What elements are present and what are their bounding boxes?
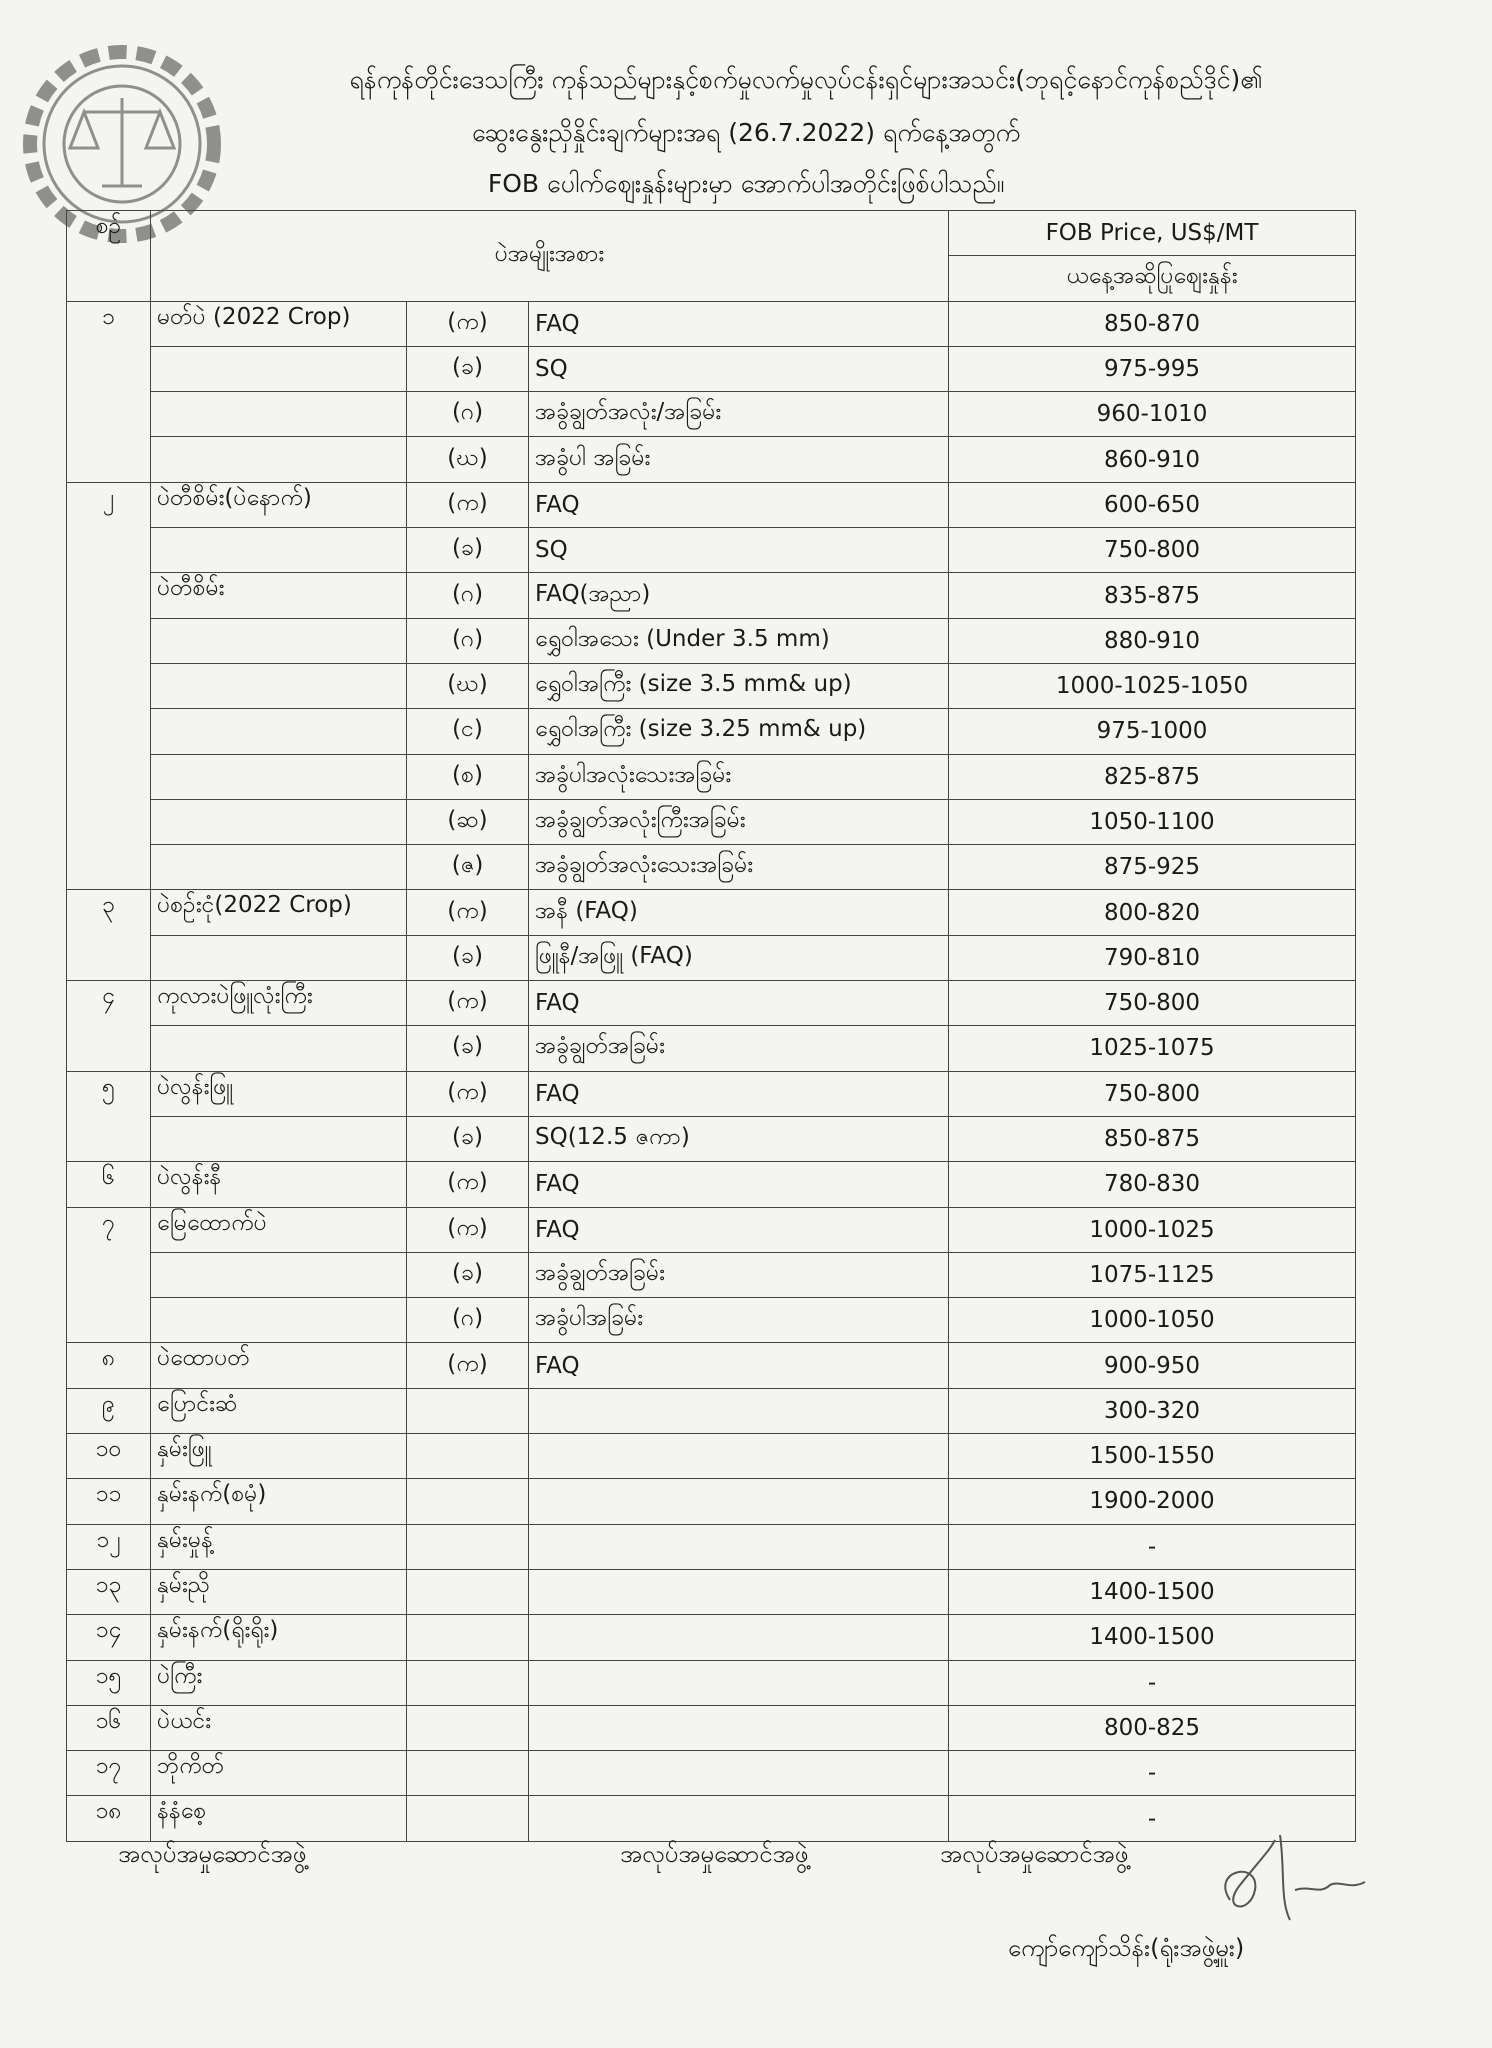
table-row — [67, 1298, 1356, 1343]
price-range: 1400-1500 — [949, 1615, 1356, 1660]
item-name: နှမ်းဖြူ — [151, 1434, 407, 1479]
price-range: 750-800 — [949, 981, 1356, 1026]
row-number: ၁၂ — [67, 1524, 151, 1569]
price-range: 790-810 — [949, 935, 1356, 980]
price-range: 875-925 — [949, 845, 1356, 890]
table-row — [67, 618, 1356, 663]
item-name — [151, 346, 407, 391]
sub-label: (ဂ) — [407, 618, 529, 663]
table-row — [67, 301, 1356, 346]
row-number: ၈ — [67, 1343, 151, 1388]
grade-name: အခွံပါအခြမ်း — [529, 1298, 949, 1343]
table-row — [67, 1207, 1356, 1252]
grade-name: SQ(12.5 ဇကာ) — [529, 1116, 949, 1161]
price-range: 850-875 — [949, 1116, 1356, 1161]
row-number: ၁ — [67, 301, 151, 482]
table-row — [67, 392, 1356, 437]
grade-name: SQ — [529, 528, 949, 573]
item-name — [151, 799, 407, 844]
fob-price-table — [66, 210, 1356, 1842]
price-range: - — [949, 1524, 1356, 1569]
grade-name: FAQ — [529, 1343, 949, 1388]
table-row — [67, 1162, 1356, 1207]
table-row — [67, 528, 1356, 573]
item-name — [151, 1026, 407, 1071]
item-name: ပဲထောပတ် — [151, 1343, 407, 1388]
price-range: 1075-1125 — [949, 1252, 1356, 1297]
header-line-date: ဆွေးနွေးညှိနှိုင်းချက်များအရ (26.7.2022) ရက်နေ့အတွက် — [471, 118, 1021, 147]
table-row — [67, 1569, 1356, 1614]
column-header-price: FOB Price, US$/MT — [949, 211, 1356, 256]
grade-name — [529, 1524, 949, 1569]
sub-label — [407, 1751, 529, 1796]
grade-name — [529, 1569, 949, 1614]
sub-label: (ဆ) — [407, 799, 529, 844]
sub-label: (က) — [407, 1071, 529, 1116]
sub-label: (ဃ) — [407, 663, 529, 708]
item-name — [151, 709, 407, 754]
grade-name — [529, 1615, 949, 1660]
sub-label: (ဂ) — [407, 1298, 529, 1343]
price-range: 1500-1550 — [949, 1434, 1356, 1479]
price-range: 1000-1050 — [949, 1298, 1356, 1343]
sub-label: (က) — [407, 1343, 529, 1388]
row-number: ၁၆ — [67, 1705, 151, 1750]
sub-label: (ဂ) — [407, 392, 529, 437]
sub-label — [407, 1479, 529, 1524]
grade-name: ရွှေဝါအကြီး (size 3.25 mm& up) — [529, 709, 949, 754]
table-row — [67, 437, 1356, 482]
table-row — [67, 981, 1356, 1026]
price-range: - — [949, 1751, 1356, 1796]
price-range: 1400-1500 — [949, 1569, 1356, 1614]
grade-name — [529, 1660, 949, 1705]
header-line-association: ရန်ကုန်တိုင်းဒေသကြီး ကုန်သည်များနှင့်စက်မှုလက်မှုလုပ်ငန်းရှင်များအသင်း(ဘုရင့်နောင်ကုန်စည်ဒိုင်)၏ — [349, 65, 1263, 94]
sub-label: (က) — [407, 1162, 529, 1207]
grade-name — [529, 1796, 949, 1841]
table-row — [67, 1660, 1356, 1705]
row-number: ၁၀ — [67, 1434, 151, 1479]
sub-label — [407, 1705, 529, 1750]
sub-label: (ခ) — [407, 346, 529, 391]
row-number: ၁၁ — [67, 1479, 151, 1524]
item-name — [151, 618, 407, 663]
row-number: ၄ — [67, 981, 151, 1072]
row-number: ၁၅ — [67, 1660, 151, 1705]
grade-name: အနီ (FAQ) — [529, 890, 949, 935]
item-name — [151, 754, 407, 799]
sub-label: (ခ) — [407, 1116, 529, 1161]
price-range: - — [949, 1660, 1356, 1705]
row-number: ၇ — [67, 1207, 151, 1343]
price-range: 800-820 — [949, 890, 1356, 935]
sub-label: (ခ) — [407, 1026, 529, 1071]
sub-label: (ခ) — [407, 935, 529, 980]
price-range: 750-800 — [949, 528, 1356, 573]
item-name: ကုလားပဲဖြူလုံးကြီး — [151, 981, 407, 1026]
sub-label: (က) — [407, 1207, 529, 1252]
table-row — [67, 845, 1356, 890]
item-name: ပဲကြီး — [151, 1660, 407, 1705]
grade-name: အခွံချွတ်အလုံးသေးအခြမ်း — [529, 845, 949, 890]
sub-label: (ဂ) — [407, 573, 529, 618]
grade-name — [529, 1751, 949, 1796]
sub-label: (ခ) — [407, 528, 529, 573]
item-name: ပဲယင်း — [151, 1705, 407, 1750]
price-range: 1000-1025 — [949, 1207, 1356, 1252]
sub-label: (င) — [407, 709, 529, 754]
sub-label — [407, 1796, 529, 1841]
price-range: 1000-1025-1050 — [949, 663, 1356, 708]
table-row — [67, 663, 1356, 708]
sub-label — [407, 1524, 529, 1569]
sub-label: (က) — [407, 890, 529, 935]
table-row — [67, 1116, 1356, 1161]
header-line-fob: FOB ပေါက်ဈေးနှုန်းများမှာ အောက်ပါအတိုင်းဖြစ်ပါသည်။ — [487, 169, 1005, 198]
item-name — [151, 663, 407, 708]
row-number: ၁၈ — [67, 1796, 151, 1841]
item-name — [151, 1252, 407, 1297]
grade-name: အခွံချွတ်အခြမ်း — [529, 1026, 949, 1071]
grade-name — [529, 1479, 949, 1524]
row-number: ၃ — [67, 890, 151, 981]
price-range: 960-1010 — [949, 392, 1356, 437]
table-row — [67, 1343, 1356, 1388]
item-name — [151, 392, 407, 437]
price-range: 975-1000 — [949, 709, 1356, 754]
item-name: ပဲလွန်းနီ — [151, 1162, 407, 1207]
item-name: နှမ်းနက်(စမုံ) — [151, 1479, 407, 1524]
price-range: 1050-1100 — [949, 799, 1356, 844]
signatory-name: ကျော်ကျော်သိန်း(ရုံးအဖွဲ့မှူး) — [1008, 1934, 1245, 1962]
handwritten-signature — [1200, 1830, 1400, 1930]
grade-name — [529, 1705, 949, 1750]
item-name: ပဲလွန်းဖြူ — [151, 1071, 407, 1116]
table-row — [67, 1796, 1356, 1841]
grade-name: FAQ — [529, 1207, 949, 1252]
price-range: 800-825 — [949, 1705, 1356, 1750]
item-name: မြေထောက်ပဲ — [151, 1207, 407, 1252]
grade-name: အခွံချွတ်အခြမ်း — [529, 1252, 949, 1297]
item-name — [151, 845, 407, 890]
table-row — [67, 1479, 1356, 1524]
committee-label-right: အလုပ်အမှုဆောင်အဖွဲ့ — [940, 1840, 1129, 1868]
item-name: မတ်ပဲ (2022 Crop) — [151, 301, 407, 346]
item-name — [151, 1298, 407, 1343]
sub-label: (ဃ) — [407, 437, 529, 482]
price-range: - — [949, 1796, 1356, 1841]
item-name: နှမ်းညို — [151, 1569, 407, 1614]
price-range: 900-950 — [949, 1343, 1356, 1388]
item-name — [151, 1116, 407, 1161]
item-name: နှမ်းနက်(ရိုးရိုး) — [151, 1615, 407, 1660]
sub-label: (က) — [407, 981, 529, 1026]
price-range: 1900-2000 — [949, 1479, 1356, 1524]
grade-name: FAQ — [529, 1071, 949, 1116]
sub-label: (က) — [407, 301, 529, 346]
price-range: 600-650 — [949, 482, 1356, 527]
table-row — [67, 799, 1356, 844]
table-row — [67, 482, 1356, 527]
committee-label-left: အလုပ်အမှုဆောင်အဖွဲ့ — [118, 1840, 307, 1868]
grade-name: အခွံပါအလုံးသေးအခြမ်း — [529, 754, 949, 799]
table-row — [67, 1524, 1356, 1569]
price-range: 300-320 — [949, 1388, 1356, 1433]
row-number: ၁၃ — [67, 1569, 151, 1614]
sub-label: (ဇ) — [407, 845, 529, 890]
table-row — [67, 1071, 1356, 1116]
sub-label — [407, 1434, 529, 1479]
price-range: 860-910 — [949, 437, 1356, 482]
table-row — [67, 1615, 1356, 1660]
item-name: ပဲစဉ်းငုံ(2022 Crop) — [151, 890, 407, 935]
table-row — [67, 709, 1356, 754]
item-name: နံနံစေ့ — [151, 1796, 407, 1841]
row-number: ၁၄ — [67, 1615, 151, 1660]
sub-label — [407, 1569, 529, 1614]
sub-label — [407, 1660, 529, 1705]
table-row — [67, 890, 1356, 935]
item-name: ဘိုကိတ် — [151, 1751, 407, 1796]
table-row — [67, 573, 1356, 618]
sub-label: (စ) — [407, 754, 529, 799]
sub-label — [407, 1615, 529, 1660]
table-row — [67, 1388, 1356, 1433]
grade-name: ရွှေဝါအသေး (Under 3.5 mm) — [529, 618, 949, 663]
column-header-price-sub: ယနေ့အဆိုပြုဈေးနှုန်း — [949, 256, 1356, 301]
grade-name — [529, 1388, 949, 1433]
item-name — [151, 935, 407, 980]
row-number: ၆ — [67, 1162, 151, 1207]
row-number: ၉ — [67, 1388, 151, 1433]
table-row — [67, 1751, 1356, 1796]
grade-name: ရွှေဝါအကြီး (size 3.5 mm& up) — [529, 663, 949, 708]
grade-name — [529, 1434, 949, 1479]
price-range: 850-870 — [949, 301, 1356, 346]
row-number: ၂ — [67, 482, 151, 890]
row-number: ၁၇ — [67, 1751, 151, 1796]
grade-name: FAQ — [529, 482, 949, 527]
table-row — [67, 1252, 1356, 1297]
column-header-no: စဉ် — [67, 211, 151, 302]
price-range: 975-995 — [949, 346, 1356, 391]
price-range: 780-830 — [949, 1162, 1356, 1207]
item-name: ပြောင်းဆံ — [151, 1388, 407, 1433]
item-name — [151, 528, 407, 573]
table-row — [67, 1026, 1356, 1071]
sub-label: (က) — [407, 482, 529, 527]
row-number: ၅ — [67, 1071, 151, 1162]
price-range: 750-800 — [949, 1071, 1356, 1116]
sub-label — [407, 1388, 529, 1433]
committee-label-middle: အလုပ်အမှုဆောင်အဖွဲ့ — [620, 1840, 809, 1868]
item-name — [151, 437, 407, 482]
price-range: 825-875 — [949, 754, 1356, 799]
grade-name: FAQ(အညာ) — [529, 573, 949, 618]
price-range: 835-875 — [949, 573, 1356, 618]
item-name: ပဲတီစိမ်း — [151, 573, 407, 618]
price-range: 1025-1075 — [949, 1026, 1356, 1071]
price-range: 880-910 — [949, 618, 1356, 663]
sub-label: (ခ) — [407, 1252, 529, 1297]
table-row — [67, 935, 1356, 980]
table-row — [67, 346, 1356, 391]
grade-name: အခွံပါ အခြမ်း — [529, 437, 949, 482]
table-row — [67, 1705, 1356, 1750]
item-name: ပဲတီစိမ်း(ပဲနောက်) — [151, 482, 407, 527]
table-row — [67, 754, 1356, 799]
grade-name: FAQ — [529, 301, 949, 346]
item-name: နှမ်းမှုန့် — [151, 1524, 407, 1569]
grade-name: SQ — [529, 346, 949, 391]
grade-name: FAQ — [529, 1162, 949, 1207]
grade-name: အခွံချွတ်အလုံး/အခြမ်း — [529, 392, 949, 437]
grade-name: FAQ — [529, 981, 949, 1026]
column-header-category: ပဲအမျိုးအစား — [151, 211, 949, 302]
grade-name: အခွံချွတ်အလုံးကြီးအခြမ်း — [529, 799, 949, 844]
table-row — [67, 1434, 1356, 1479]
grade-name: ဖြူနီ/အဖြူ (FAQ) — [529, 935, 949, 980]
